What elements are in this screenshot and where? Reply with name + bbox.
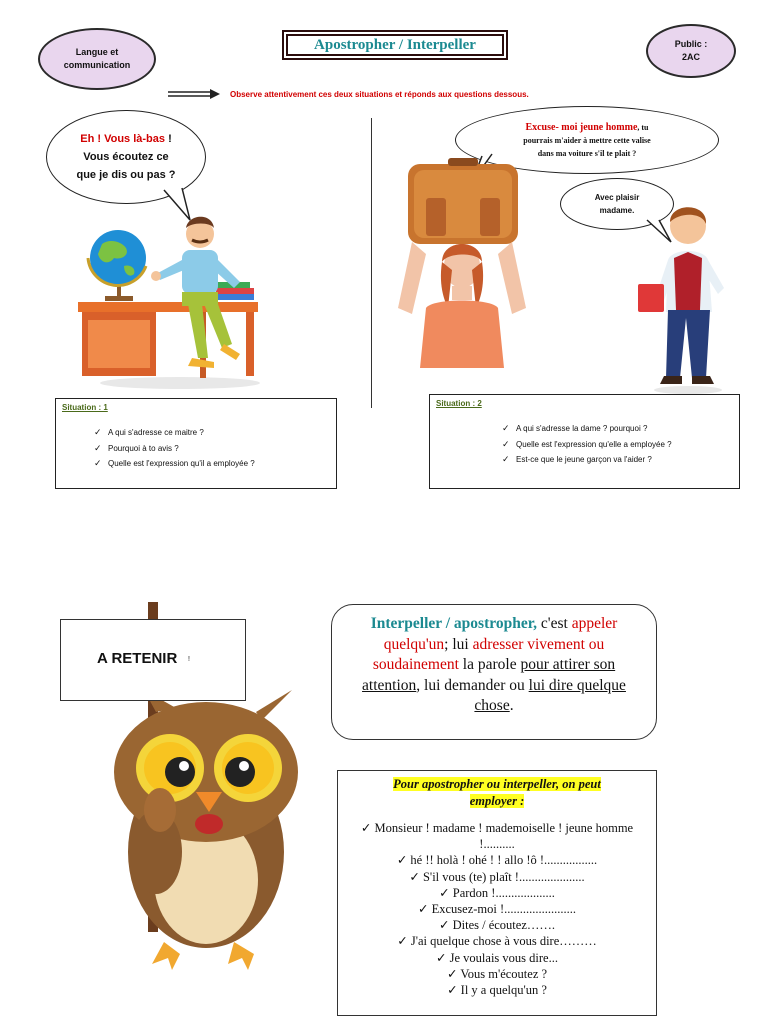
expression-text: J'ai quelque chose à vous dire……… [410,934,597,949]
list-item [502,452,672,468]
check-icon: ✓ [438,918,450,933]
definition-underline-1: pour attirer son attention [362,656,616,694]
check-icon: ✓ [360,821,372,835]
teacher-speech-line-3: que je dis ou pas ? [76,169,176,181]
check-icon: ✓ [409,869,420,884]
subject-line-2: communication [63,60,131,70]
list-item [502,437,672,453]
list-item [502,421,672,437]
expression-text: hé !! holà ! ohé ! ! allo !ô !................. [410,853,598,868]
list-item [338,950,656,966]
list-item [94,456,255,472]
expression-text: Dites / écoutez……. [452,918,555,933]
definition-text-3: la parole [458,656,521,673]
page-title: Apostropher / Interpeller [282,30,508,60]
list-item [338,982,656,998]
teacher-speech-end: ! [165,133,172,145]
list-item [338,901,656,917]
subject-oval [38,28,156,90]
list-item [338,933,656,949]
instruction-text: Observe attentivement ces deux situations et réponds aux questions dessous. [230,90,529,99]
expression-text: Il y a quelqu'un ? [460,983,547,998]
check-icon: ✓ [94,458,102,468]
woman-speech-line-3: dans ma voiture s'il te plait ? [537,148,637,158]
expressions-box [337,770,657,1016]
expression-text: Je voulais vous dire... [449,950,558,965]
question-text: A qui s'adresse la dame ? pourquoi ? [516,424,648,433]
check-icon: ✓ [502,423,510,433]
question-text: Pourquoi à to avis ? [108,443,179,453]
check-icon: ✓ [447,983,458,998]
teacher-speech-red: Eh ! Vous là-bas [80,133,166,145]
situation-1-label: Situation : 1 [62,403,108,412]
expressions-heading-wrap [370,776,625,810]
check-icon: ✓ [439,885,450,900]
expression-text: Monsieur ! madame ! mademoiselle ! jeune homme !.......... [374,821,634,852]
vertical-divider [371,118,372,408]
question-text: A qui s'adresse ce maitre ? [108,428,204,437]
woman-speech-red: Excuse- moi jeune homme [525,121,638,133]
check-icon: ✓ [502,438,510,449]
situation-1-questions [94,425,255,472]
question-text: Est-ce que le jeune garçon va l'aider ? [516,455,652,464]
retenir-exclamation: ! [188,656,190,663]
teacher-illustration [70,208,266,390]
definition-text-2: ; lui [444,635,473,653]
definition-term: Interpeller / apostropher, [370,615,538,632]
woman-suitcase-illustration [392,158,532,368]
check-icon: ✓ [436,950,447,965]
expression-text: Vous m'écoutez ? [460,966,548,981]
question-text: Quelle est l'expression qu'elle a employée ? [516,439,672,449]
list-item [338,966,656,982]
list-item [94,441,255,457]
check-icon: ✓ [446,966,458,981]
audience-line-2: 2AC [681,52,700,62]
question-text: Quelle est l'expression qu'il a employée ? [108,459,255,468]
audience-oval [646,24,736,78]
boy-speech-line-1: Avec plaisir [594,193,640,202]
definition-underline-2: lui dire quelque chose [474,676,626,714]
subject-line-1: Langue et [75,47,119,57]
boy-speech-line-2: madame. [599,206,635,215]
check-icon: ✓ [397,934,408,949]
retenir-title: A RETENIR [97,650,178,667]
definition-text-5: . [509,697,514,714]
definition-text-4: , lui demander ou [416,676,529,694]
arrow-right-icon [166,87,222,101]
audience-line-1: Public : [674,39,708,49]
teacher-speech-line-2: Vous écoutez ce [83,151,169,163]
list-item [338,917,656,933]
boy-illustration [632,202,736,396]
retenir-sign [60,619,246,701]
definition-box [331,604,657,740]
definition-red-1: appeler quelqu'un [383,615,618,653]
situation-2-box [429,394,740,489]
check-icon: ✓ [94,442,102,453]
definition-red-2: adresser vivement ou soudainement [372,635,605,673]
expressions-list [338,820,656,998]
check-icon: ✓ [502,454,510,464]
situation-2-label: Situation : 2 [436,399,482,408]
expressions-heading: Pour apostropher ou interpeller, on peut employer : [393,777,601,808]
expression-text: S'il vous (te) plaît !..................... [422,869,585,884]
definition-text-1: c'est [537,615,572,632]
woman-speech-line-2: pourrais m'aider à mettre cette valise [523,135,651,145]
expression-text: Excusez-moi !....................... [431,902,577,917]
situation-2-questions [502,421,672,468]
situation-1-box [55,398,337,489]
check-icon: ✓ [94,427,102,437]
list-item [357,820,637,852]
expression-text: Pardon !................... [452,885,555,900]
list-item [338,852,656,868]
list-item [338,885,656,901]
check-icon: ✓ [417,902,429,917]
woman-speech-end: , tu [637,122,649,132]
list-item [94,425,255,441]
list-item [338,869,656,885]
check-icon: ✓ [396,853,408,868]
